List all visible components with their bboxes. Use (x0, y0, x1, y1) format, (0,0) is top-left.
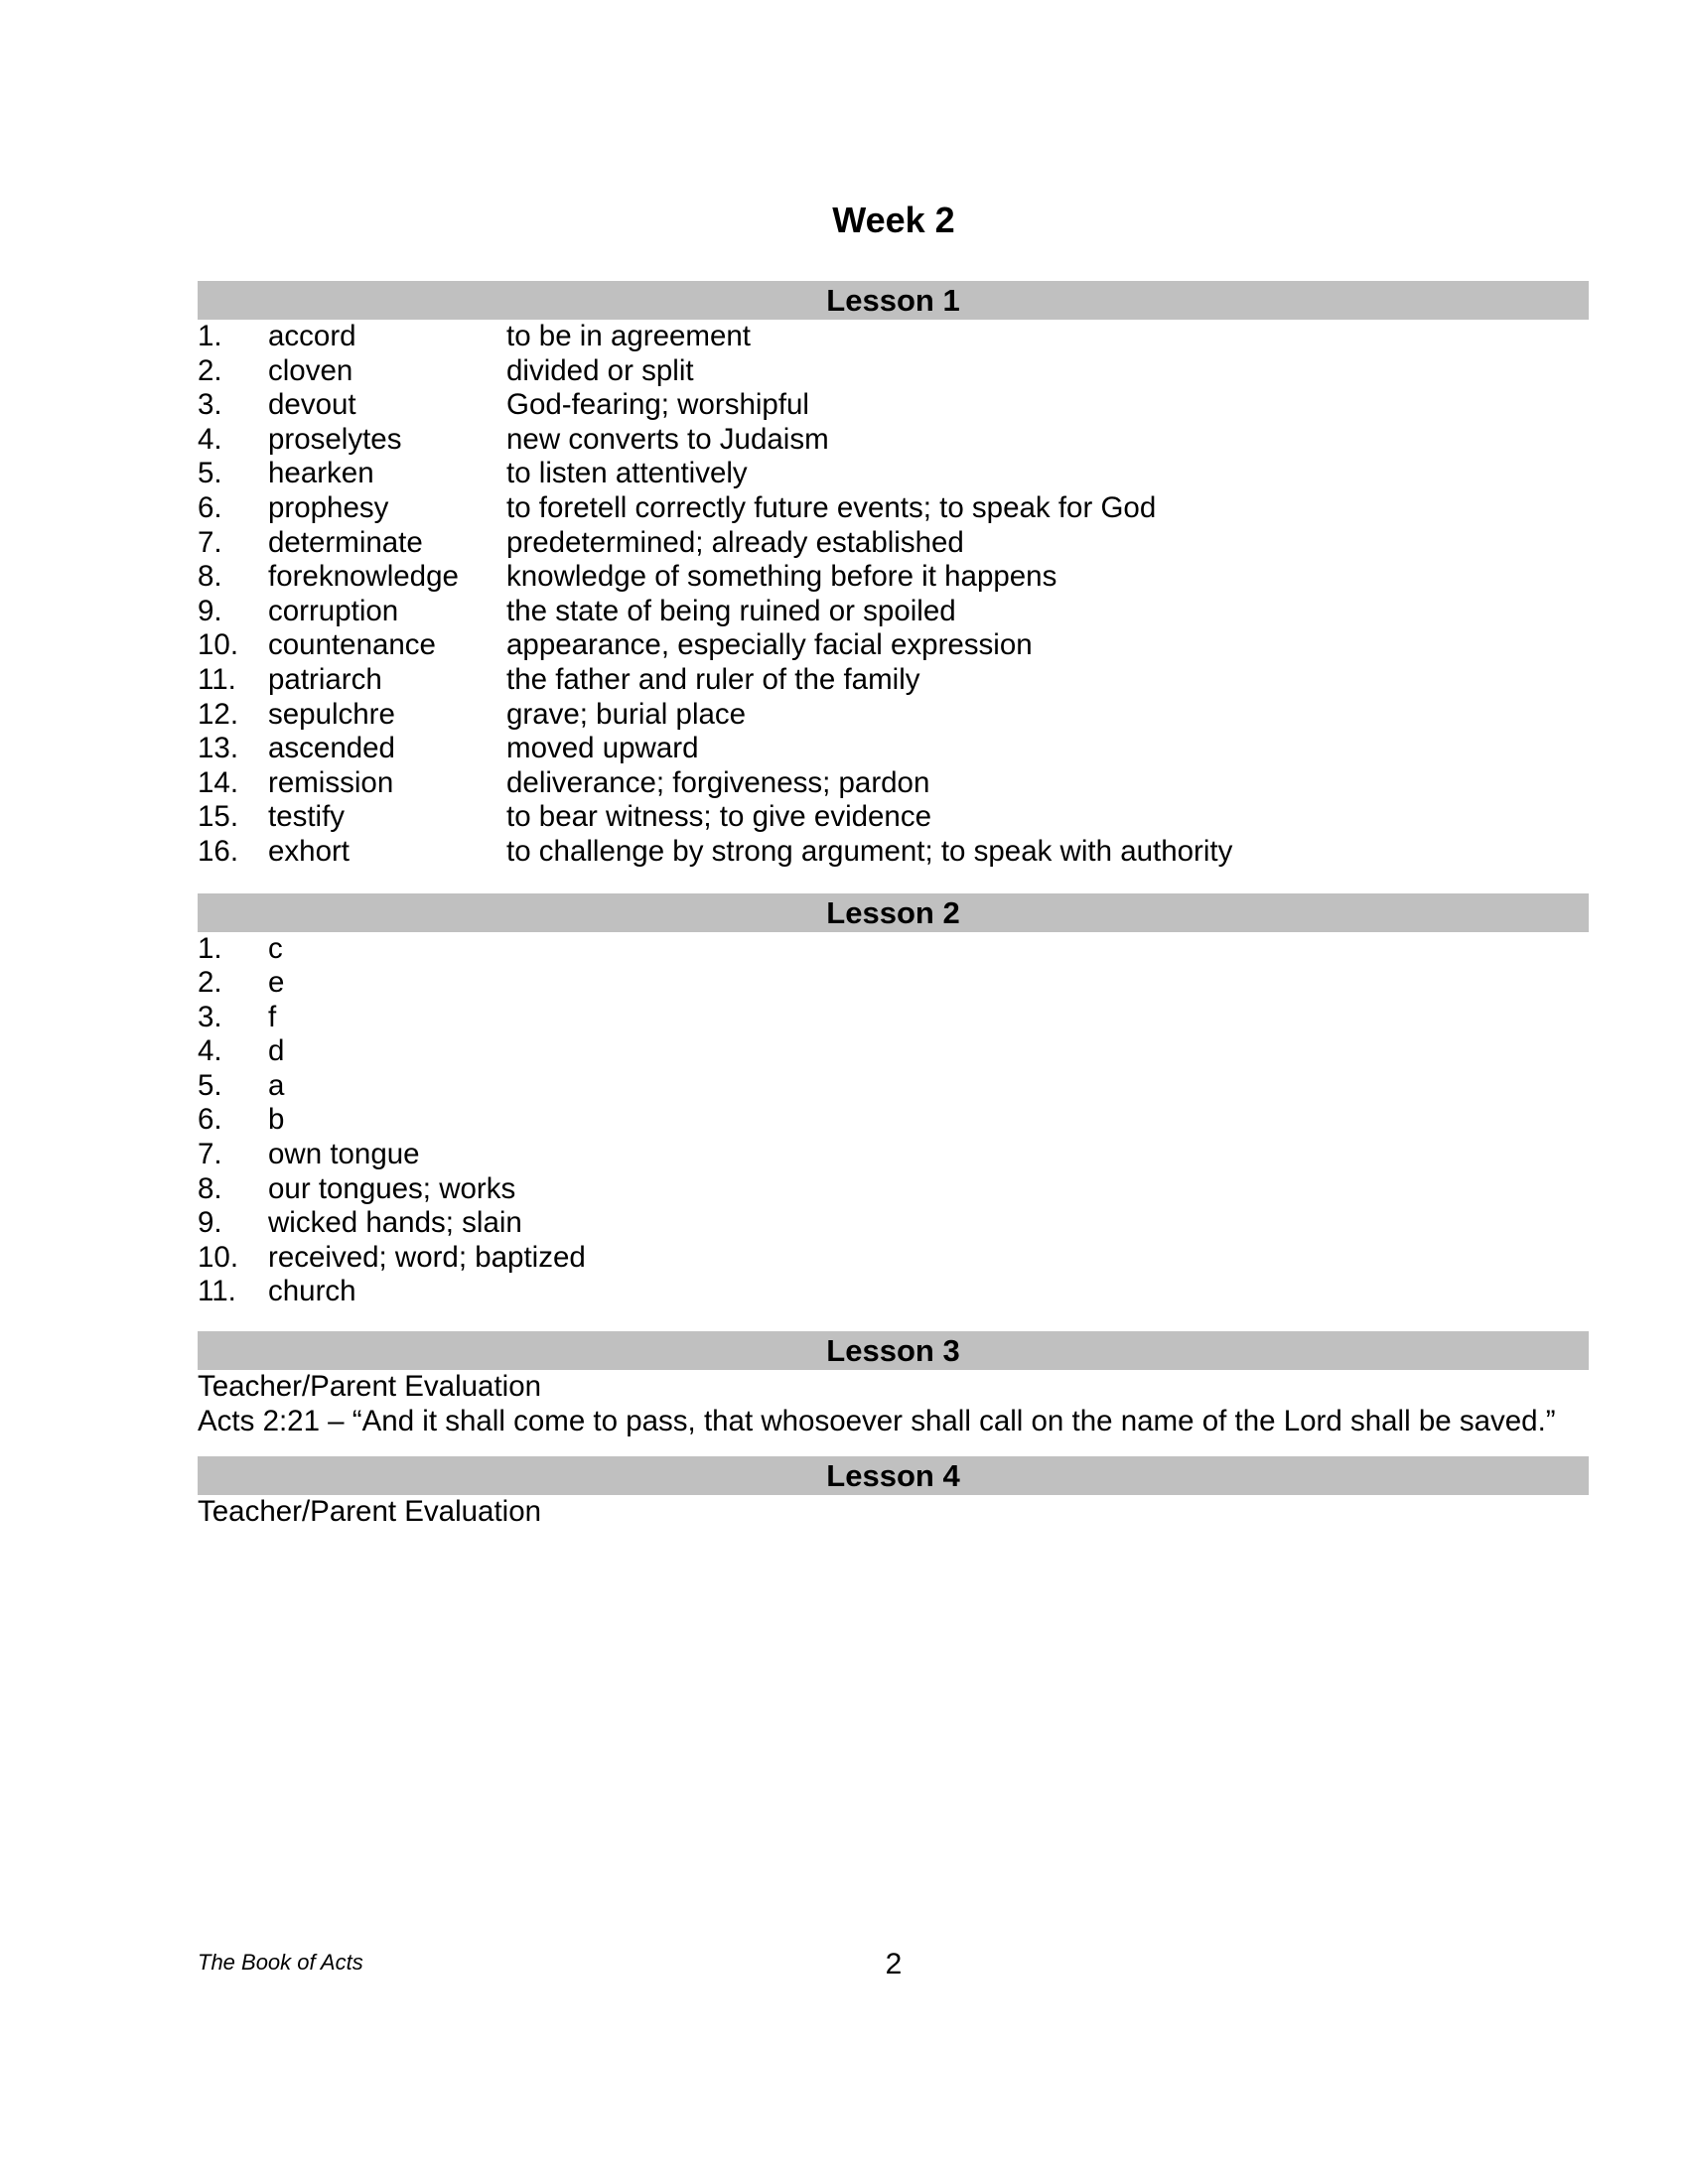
item-number: 10. (198, 628, 239, 662)
answer-text: d (268, 1034, 285, 1068)
item-number: 4. (198, 1034, 222, 1068)
vocabulary-definition: to listen attentively (506, 457, 748, 490)
vocabulary-row (198, 388, 1589, 423)
vocabulary-definition: grave; burial place (506, 697, 747, 731)
item-number: 5. (198, 1068, 222, 1102)
vocabulary-term: remission (268, 765, 394, 799)
vocabulary-term: determinate (268, 525, 423, 559)
answer-row (198, 1001, 1589, 1035)
item-number: 10. (198, 1240, 239, 1274)
answer-text: a (268, 1068, 285, 1102)
item-number: 9. (198, 1206, 222, 1240)
answer-text: own tongue (268, 1138, 420, 1171)
vocabulary-row (198, 423, 1589, 458)
vocabulary-row (198, 732, 1589, 766)
item-number: 16. (198, 834, 239, 868)
vocabulary-definition: the state of being ruined or spoiled (506, 594, 956, 627)
vocabulary-definition: divided or split (506, 353, 694, 387)
answer-row (198, 1138, 1589, 1172)
lesson-1-vocabulary-list (198, 320, 1589, 870)
answer-row (198, 932, 1589, 967)
answer-key-content (198, 281, 1589, 1530)
vocabulary-definition: to be in agreement (506, 320, 751, 352)
item-number: 6. (198, 1103, 222, 1137)
vocabulary-term: cloven (268, 353, 353, 387)
item-number: 12. (198, 697, 239, 731)
vocabulary-definition: God-fearing; worshipful (506, 388, 809, 422)
answer-row (198, 1103, 1589, 1138)
lesson-3-memory-verse: Acts 2:21 – “And it shall come to pass, that whosoever shall call on the name of the Lord shall be saved.” (198, 1404, 1556, 1437)
vocabulary-term: proselytes (268, 422, 402, 456)
vocabulary-term: exhort (268, 834, 350, 868)
vocabulary-term: foreknowledge (268, 560, 459, 594)
vocabulary-term: prophesy (268, 490, 389, 524)
footer-book-title: The Book of Acts (198, 1950, 363, 1975)
vocabulary-term: patriarch (268, 662, 382, 696)
item-number: 3. (198, 388, 222, 422)
answer-text: c (268, 931, 283, 965)
vocabulary-definition: appearance, especially facial expression (506, 628, 1033, 662)
vocabulary-term: corruption (268, 594, 399, 627)
vocabulary-term: countenance (268, 628, 436, 662)
lesson-1-header: Lesson 1 (198, 281, 1589, 320)
vocabulary-term: hearken (268, 457, 374, 490)
item-number: 8. (198, 560, 222, 594)
item-number: 6. (198, 490, 222, 524)
lesson-3-header: Lesson 3 (198, 1331, 1589, 1370)
item-number: 11. (198, 662, 236, 696)
answer-row (198, 966, 1589, 1001)
item-number: 13. (198, 732, 239, 765)
vocabulary-term: ascended (268, 732, 395, 765)
vocabulary-term: testify (268, 800, 346, 834)
vocabulary-row (198, 354, 1589, 389)
vocabulary-definition: to challenge by strong argument; to speak with authority (506, 834, 1233, 868)
vocabulary-definition: new converts to Judaism (506, 422, 829, 456)
item-number: 2. (198, 353, 222, 387)
item-number: 7. (198, 525, 222, 559)
lesson-2-answer-list (198, 932, 1589, 1310)
item-number: 11. (198, 1275, 236, 1308)
lesson-4-header: Lesson 4 (198, 1456, 1589, 1495)
vocabulary-term: devout (268, 388, 356, 422)
item-number: 3. (198, 1000, 222, 1033)
vocabulary-row (198, 800, 1589, 835)
answer-text: b (268, 1103, 285, 1137)
item-number: 8. (198, 1171, 222, 1205)
vocabulary-row (198, 628, 1589, 663)
vocabulary-row (198, 491, 1589, 526)
vocabulary-definition: deliverance; forgiveness; pardon (506, 765, 930, 799)
vocabulary-row (198, 766, 1589, 801)
vocabulary-row (198, 663, 1589, 698)
answer-row (198, 1275, 1589, 1309)
lesson-4-body (198, 1495, 1589, 1530)
vocabulary-term: sepulchre (268, 697, 395, 731)
vocabulary-row (198, 560, 1589, 595)
vocabulary-row (198, 595, 1589, 629)
lesson-4-evaluation-note: Teacher/Parent Evaluation (198, 1495, 542, 1529)
item-number: 2. (198, 966, 222, 1000)
vocabulary-row (198, 526, 1589, 561)
answer-text: f (268, 1000, 277, 1033)
vocabulary-row (198, 457, 1589, 491)
vocabulary-definition: to foretell correctly future events; to speak for God (506, 490, 1157, 524)
answer-row (198, 1172, 1589, 1207)
answer-row (198, 1034, 1589, 1069)
lesson-3-body (198, 1370, 1589, 1438)
vocabulary-definition: predetermined; already established (506, 525, 964, 559)
item-number: 5. (198, 457, 222, 490)
answer-row (198, 1206, 1589, 1241)
answer-text: wicked hands; slain (268, 1206, 522, 1240)
vocabulary-row (198, 698, 1589, 733)
page-number: 2 (885, 1948, 903, 1980)
answer-text: e (268, 966, 285, 1000)
vocabulary-definition: the father and ruler of the family (506, 662, 920, 696)
item-number: 7. (198, 1138, 222, 1171)
vocabulary-definition: knowledge of something before it happens (506, 560, 1057, 594)
answer-text: church (268, 1275, 356, 1308)
item-number: 1. (198, 320, 222, 352)
lesson-2-header: Lesson 2 (198, 893, 1589, 932)
vocabulary-row (198, 835, 1589, 870)
answer-row (198, 1069, 1589, 1104)
vocabulary-row (198, 320, 1589, 354)
item-number: 9. (198, 594, 222, 627)
item-number: 1. (198, 931, 222, 965)
vocabulary-definition: to bear witness; to give evidence (506, 800, 931, 834)
answer-row (198, 1241, 1589, 1276)
item-number: 15. (198, 800, 239, 834)
vocabulary-term: accord (268, 320, 356, 352)
vocabulary-definition: moved upward (506, 732, 699, 765)
lesson-3-evaluation-note: Teacher/Parent Evaluation (198, 1370, 542, 1404)
answer-text: our tongues; works (268, 1171, 516, 1205)
item-number: 14. (198, 765, 239, 799)
item-number: 4. (198, 422, 222, 456)
answer-text: received; word; baptized (268, 1240, 586, 1274)
page-title: Week 2 (832, 200, 955, 240)
